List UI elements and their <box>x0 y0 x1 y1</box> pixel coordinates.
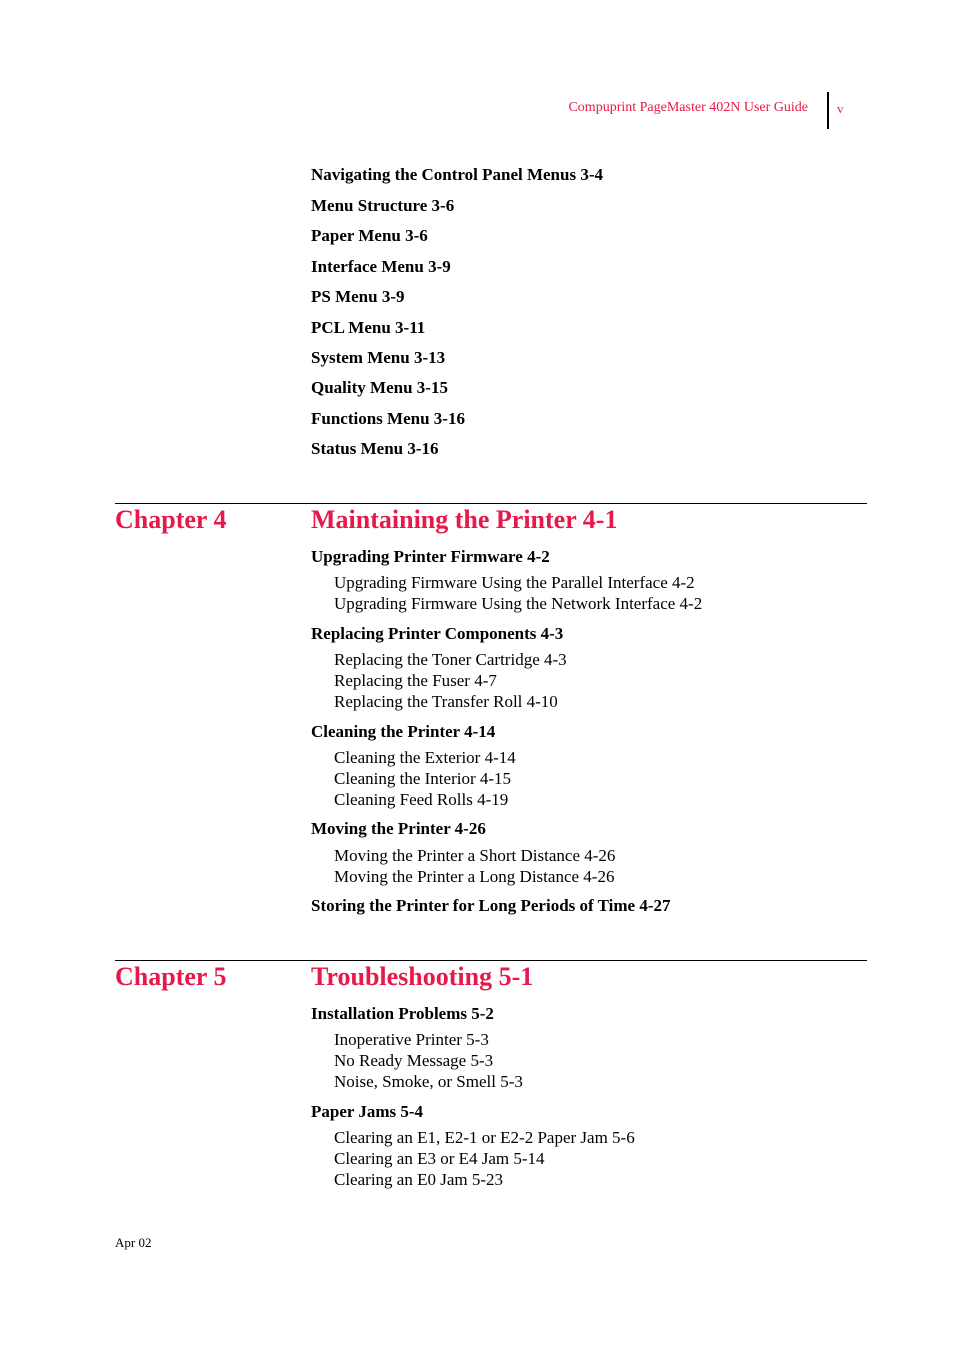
chapter-divider <box>115 960 867 961</box>
toc-entry[interactable]: Functions Menu 3-16 <box>311 409 465 428</box>
toc-entry[interactable]: System Menu 3-13 <box>311 348 446 367</box>
toc-sub-entry[interactable]: Replacing the Fuser 4-7 <box>334 671 497 690</box>
toc-sub-entry[interactable]: Cleaning the Exterior 4-14 <box>334 748 516 767</box>
toc-sub-entry[interactable]: Upgrading Firmware Using the Parallel Interface 4-2 <box>334 573 695 592</box>
toc-sub-entry[interactable]: Clearing an E1, E2-1 or E2-2 Paper Jam 5-6 <box>334 1128 635 1147</box>
toc-entry[interactable]: Menu Structure 3-6 <box>311 196 455 215</box>
page-number: v <box>837 101 844 116</box>
chapter-title[interactable]: Troubleshooting 5-1 <box>311 962 534 991</box>
toc-section-title[interactable]: Cleaning the Printer 4-14 <box>311 722 496 741</box>
toc-sub-entry[interactable]: Inoperative Printer 5-3 <box>334 1030 489 1049</box>
toc-section-title[interactable]: Upgrading Printer Firmware 4-2 <box>311 547 550 566</box>
toc-sub-entry[interactable]: Upgrading Firmware Using the Network Interface 4-2 <box>334 594 703 613</box>
toc-entry[interactable]: PCL Menu 3-11 <box>311 318 426 337</box>
toc-sub-entry[interactable]: Moving the Printer a Short Distance 4-26 <box>334 846 616 865</box>
toc-entry[interactable]: Status Menu 3-16 <box>311 439 439 458</box>
chapter-label: Chapter 5 <box>115 962 227 991</box>
toc-sub-entry[interactable]: Moving the Printer a Long Distance 4-26 <box>334 867 615 886</box>
toc-section-title[interactable]: Installation Problems 5-2 <box>311 1004 494 1023</box>
footer-date: Apr 02 <box>115 1235 152 1250</box>
toc-sub-entry[interactable]: Noise, Smoke, or Smell 5-3 <box>334 1072 523 1091</box>
toc-entry[interactable]: Interface Menu 3-9 <box>311 257 451 276</box>
toc-sub-entry[interactable]: Cleaning Feed Rolls 4-19 <box>334 790 509 809</box>
toc-sub-entry[interactable]: No Ready Message 5-3 <box>334 1051 494 1070</box>
toc-sub-entry[interactable]: Clearing an E3 or E4 Jam 5-14 <box>334 1149 545 1168</box>
toc-sub-entry[interactable]: Cleaning the Interior 4-15 <box>334 769 512 788</box>
chapter-title[interactable]: Maintaining the Printer 4-1 <box>311 505 618 534</box>
toc-section-title[interactable]: Storing the Printer for Long Periods of Time 4-27 <box>311 896 671 915</box>
toc-entry[interactable]: Quality Menu 3-15 <box>311 378 448 397</box>
toc-section-title[interactable]: Moving the Printer 4-26 <box>311 819 486 838</box>
toc-entry[interactable]: Paper Menu 3-6 <box>311 226 428 245</box>
running-header-title: Compuprint PageMaster 402N User Guide <box>568 100 808 115</box>
toc-entry[interactable]: Navigating the Control Panel Menus 3-4 <box>311 165 603 184</box>
toc-sub-entry[interactable]: Clearing an E0 Jam 5-23 <box>334 1170 504 1189</box>
toc-entry[interactable]: PS Menu 3-9 <box>311 287 405 306</box>
chapter-divider <box>115 503 867 504</box>
chapter-label: Chapter 4 <box>115 505 227 534</box>
toc-section-title[interactable]: Paper Jams 5-4 <box>311 1102 424 1121</box>
toc-sub-entry[interactable]: Replacing the Transfer Roll 4-10 <box>334 692 558 711</box>
toc-sub-entry[interactable]: Replacing the Toner Cartridge 4-3 <box>334 650 567 669</box>
header-divider <box>827 92 829 129</box>
toc-section-title[interactable]: Replacing Printer Components 4-3 <box>311 624 564 643</box>
